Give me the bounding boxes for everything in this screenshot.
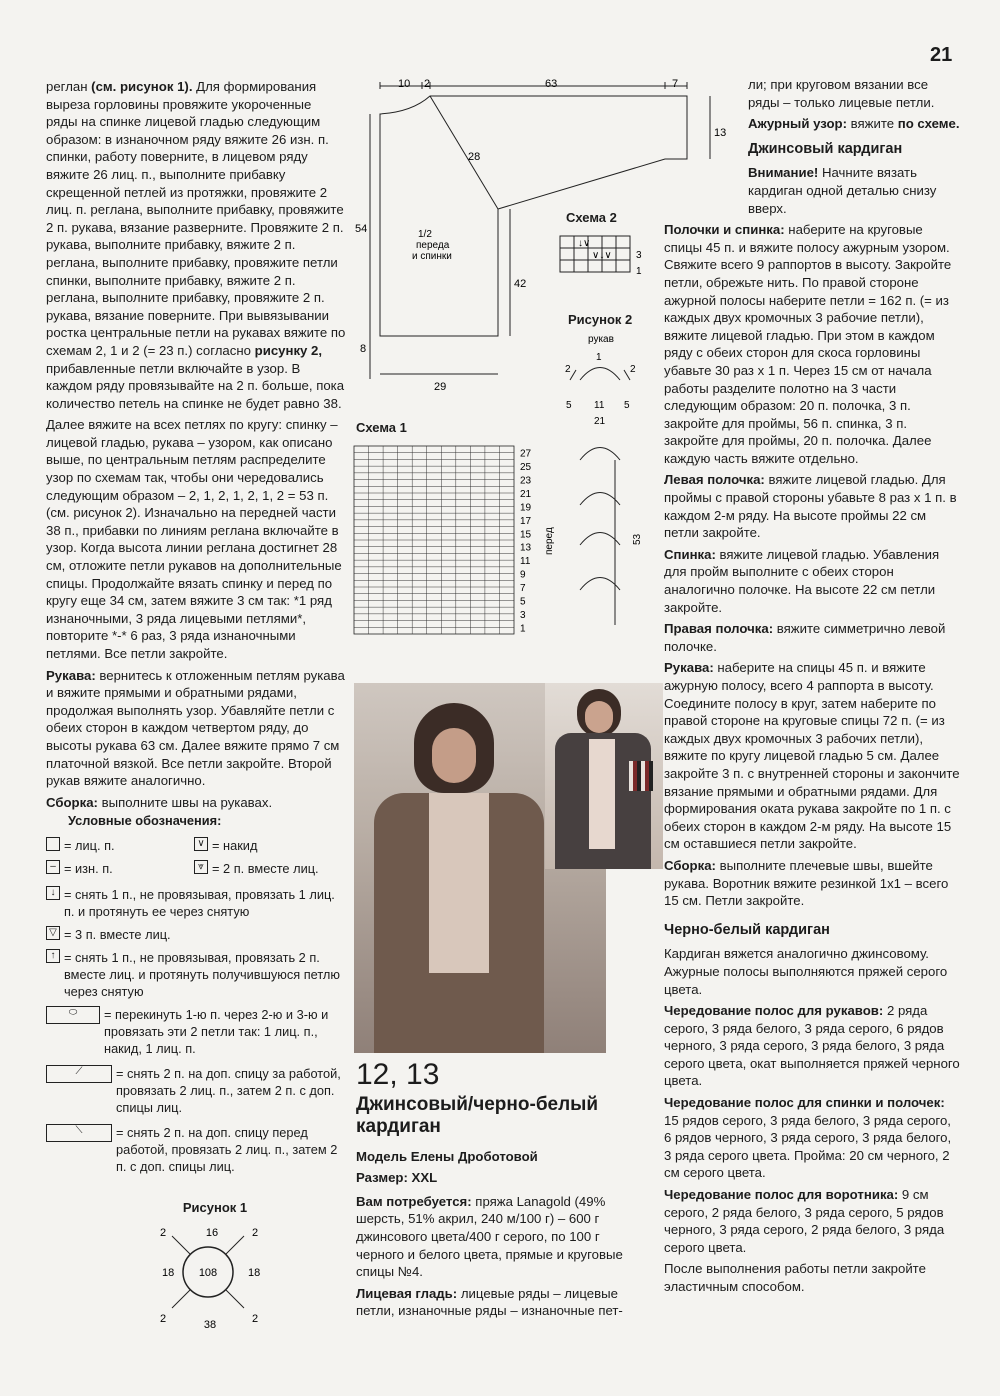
article-title: Джинсовый/черно-белый кардиган: [356, 1093, 599, 1137]
svg-text:2: 2: [565, 364, 571, 375]
final-note: После выполнения работы петли закройте эластичным способом.: [664, 1261, 926, 1294]
k2tog-symbol-icon: ⩔: [194, 860, 208, 874]
paragraph-raglan: реглан (см. рисунок 1). Для формирования выреза горловины провяжите укороченные ряды на спинке лицевой гладью следующим образом: в изнаночном ряду вяжите 26 изн. п. спинки, работу поверните, в лицевом ряду вяжите 26 лиц. п., выполните прибавку скрещенной петлей из протяжки, провяжите 2 лиц. п. реглана, выполните прибавку, провяжите 2 п. рукава, вязание разверните. Провяжите 2 п. рукава, выполните прибавку, вяжите 2 п. реглана, выполните прибавку, провяжите петли спинки, выполните прибавку, вяжите 2 п. реглана, выполните прибавку, провяжите 2 п. рукава, вязание поверните. При вывязывании ростка центральные петли на рукавах вяжите по схемам 2, 1 и 2 (= 23 п.) согласно рисунку 2, прибавленные петли включайте в узор. В каждом ряду провязывайте на 2 п. больше, пока количество петель на спинке не будет равно 38.: [46, 79, 346, 411]
body-parts: Полочки и спинка: наберите на круговые спицы 45 п. и вяжите полосу ажурным узором. Свяжите всего 9 раппортов в высоту. Закройте петли, обрежьте нить. По правой стороне ажурной полосы наберите петли = 162 п. (= из каждых двух кромочных 3 рабочие петли), вяжите лицевой гладью. При этом в каждом ряду с обеих сторон для скоса горловины убавьте 30 раз х 1 п. Через 15 см от начала работы разделите полотно на 3 части следующим образом: 20 п. полочка, 3 п. закройте для проймы, 56 п. спинка, 3 п. закройте для проймы, 20 п. полочка. Далее каждую часть вяжите отдельно.: [664, 222, 952, 466]
svg-text:13: 13: [714, 127, 727, 139]
stripes-sleeves: Чередование полос для рукавов: 2 ряда серого, 3 ряда белого, 3 ряда серого, 6 рядов черного, 3 ряда серого, 3 ряда белого, 3 ряда серого цвета, окат выполняется пряжей черного цвета.: [664, 1003, 960, 1089]
figure-1-left: 18: [162, 1267, 175, 1279]
svg-text:рукав: рукав: [588, 334, 614, 345]
schema-1-row-label: 7: [520, 583, 526, 594]
column-left: [46, 78, 346, 815]
svg-text:42: 42: [514, 278, 527, 290]
schema-2-title: Схема 2: [566, 210, 617, 225]
left-front: Левая полочка: вяжите лицевой гладью. Для проймы с правой стороны убавьте 8 раз х 1 п. в каждом 2-м ряду. На высоте проймы 22 см петли закройте.: [664, 472, 957, 541]
svg-text:∨↓∨: ∨↓∨: [592, 250, 612, 261]
schema-2-grid: [558, 232, 648, 280]
svg-text:2: 2: [252, 1227, 259, 1239]
svg-text:2: 2: [160, 1227, 167, 1239]
model-photo-2: [545, 683, 663, 869]
stockinette: Лицевая гладь: лицевые ряды – лицевые петли, изнаночные ряды – изнаночные пет-: [356, 1285, 623, 1319]
ssk-symbol-icon: ↓: [46, 886, 60, 900]
schema-1-row-label: 1: [520, 623, 526, 635]
heading-jeans-cardigan: Джинсовый кардиган: [748, 140, 903, 157]
svg-text:2: 2: [630, 364, 636, 375]
lace-pattern: Ажурный узор: вяжите по схеме.: [748, 116, 960, 132]
schema-1-row-label: 19: [520, 502, 532, 514]
svg-text:54: 54: [355, 223, 368, 235]
attention: Внимание! Начните вязать кардиган одной деталью снизу вверх.: [748, 165, 937, 216]
schema-1-row-label: 13: [520, 542, 532, 554]
materials: Вам потребуется: пряжа Lanagold (49% шерсть, 51% акрил, 240 м/100 г) – 600 г джинсового цвета/400 г серого, по 100 г черного и белого цвета, прямые и круговые спицы №4.: [356, 1193, 623, 1280]
figure-1-diagram: [150, 1222, 280, 1337]
svg-text:63: 63: [545, 78, 558, 90]
figure-1-bottom: 38: [203, 1319, 217, 1331]
svg-text:2: 2: [252, 1313, 259, 1325]
back: Спинка: вяжите лицевой гладью. Убавления для пройм выполните с обеих сторон аналогично полочке. На высоте 22 см петли закройте.: [664, 546, 940, 615]
schema-1-grid: [352, 440, 542, 638]
svg-text:21: 21: [594, 416, 606, 427]
assembly: Сборка: выполните плечевые швы, вшейте рукава. Воротник вяжите резинкой 1х1 – всего 15 см. Петли закройте.: [664, 857, 949, 909]
svg-text:1/2: 1/2: [418, 229, 432, 240]
model-author: Модель Елены Дроботовой: [356, 1148, 538, 1164]
schema-1-row-label: 21: [520, 489, 532, 500]
schema-1-row-label: 11: [520, 556, 531, 568]
svg-text:1: 1: [596, 352, 602, 363]
svg-text:10: 10: [398, 78, 411, 90]
right-front: Правая полочка: вяжите симметрично левой полочке.: [664, 621, 946, 654]
cable-front-symbol-icon: ⟍: [46, 1124, 112, 1142]
legend: Условные обозначения: = лиц. п. ∨ = накид – = изн. п. ⩔ = 2 п. вместе лиц. ↓ = снять 1 п., не провязывая, провязать 1 лиц. п. и протянуть ее через снятую ▽ = 3 п. вместе лиц. ↑ = снять 1 п., не провязывая, провязать 2 п. вместе лиц. и протянуть получившуюся петлю через снятую ⬭ = перекинуть 1-ю п. через 2-ю и 3-ю и провязать эти 2 петли так: 1 лиц. п., накид, 1 лиц. п. ⟋ = снять 2 п. на доп. спицу за работой, провязать 2 лиц. п., затем 2 п. с доп. спицы лиц. ⟍ = снять 2 п. на доп. спицу перед работой, провязать 2 лиц. п., затем 2 п. с доп. спицы лиц.: [46, 812, 346, 1178]
schema-1-row-label: 17: [520, 515, 532, 527]
schema-1-row-label: 3: [520, 609, 526, 621]
schema-1-row-label: 27: [520, 448, 532, 460]
cross-stitch-symbol-icon: ⬭: [46, 1006, 100, 1024]
legend-title: Условные обозначения:: [68, 813, 222, 828]
bw-intro: Кардиган вяжется аналогично джинсовому. Ажурные полосы выполняются пряжей серого цвета.: [664, 946, 948, 997]
page-number: 21: [930, 44, 953, 66]
stripes-body: Чередование полос для спинки и полочек: 15 рядов серого, 3 ряда белого, 3 ряда серого, 6 рядов черного, 3 ряда серого, 3 ряда белого, 3 ряда серого цвета. Пройма: 20 см черного, 2 см серого цвета.: [664, 1095, 952, 1181]
svg-text:2: 2: [424, 78, 431, 90]
svg-text:↓∨: ↓∨: [578, 238, 591, 249]
svg-text:7: 7: [672, 78, 679, 90]
paragraph-sleeves: Рукава: вернитесь к отложенным петлям рукава и вяжите прямыми и обратными рядами, продолжая выполнять узор. Убавляйте петли с обеих сторон в каждом четвертом ряду, до высоты рукава 63 см. Далее вяжите прямо 7 см платочной вязкой. Все петли закройте. Второй рукав вяжите аналогично.: [46, 667, 345, 789]
svg-text:11: 11: [594, 400, 605, 411]
heading-bw-cardigan: Черно-белый кардиган: [664, 921, 830, 938]
stockinette-cont: ли; при круговом вязании все ряды – только лицевые петли.: [748, 77, 935, 110]
size: Размер: XXL: [356, 1170, 438, 1186]
svg-text:и спинки: и спинки: [412, 251, 452, 262]
svg-text:28: 28: [468, 151, 481, 163]
paragraph-round: Далее вяжите на всех петлях по кругу: спинку – лицевой гладью, рукава – узором, как описано выше, по центральным петлям распределите узор по схемам так, чтобы они чередовались следующим образом – 2, 1, 2, 1, 2, 1, 2 = 53 п. (см. рисунок 2). Изначально на передней части 38 п., прибавки по линиям реглана включайте в узор. Когда высота линии реглана достигнет 28 см, отложите петли рукавов на дополнительные спицы. Продолжайте вязать спинку и перед по кругу еще 34 см, затем вяжите 3 см так: *1 ряд изнаночными, 3 ряда лицевыми петлями*, повторите *-* 6 раз, 3 ряда изнаночными петлями. Все петли закройте.: [46, 417, 342, 661]
column-right: [664, 76, 960, 1300]
figure-2-title: Рисунок 2: [568, 312, 633, 327]
svg-text:5: 5: [566, 400, 572, 411]
schema-1-title: Схема 1: [356, 420, 407, 435]
yarn-over-symbol-icon: ∨: [194, 837, 208, 851]
svg-text:перед: перед: [544, 527, 555, 555]
figure-1-title: Рисунок 1: [182, 1200, 248, 1215]
svg-text:29: 29: [434, 381, 447, 393]
schema-1-row-label: 15: [520, 529, 532, 541]
svg-text:1: 1: [636, 266, 642, 277]
paragraph-assembly: Сборка: выполните швы на рукавах.: [46, 794, 273, 810]
figure-1-right: 18: [248, 1267, 261, 1279]
article-number: 12, 13: [356, 1058, 440, 1091]
svg-text:3: 3: [636, 250, 642, 261]
purl-symbol-icon: –: [46, 860, 60, 874]
sleeves: Рукава: наберите на спицы 45 п. и вяжите ажурную полосу, всего 4 раппорта в высоту. Соедините полосу в круг, затем наберите по правой стороне на круговые спицы 72 п. (= из каждых двух кромочных 3 рабочих петли), вяжите по кругу лицевой гладью 5 см. Далее закройте 3 п. с внутренней стороны и закончите вязание прямыми и обратными рядами. Для формирования оката рукава закройте по 1 п. с обеих сторон в каждом 2-м ряду. На высоте 15 см оставшиеся петли закройте.: [664, 660, 960, 852]
figure-1-top: 16: [205, 1227, 219, 1239]
svg-text:5: 5: [624, 400, 630, 411]
stripes-collar: Чередование полос для воротника: 9 см серого, 2 ряда белого, 3 ряда серого, 5 рядов черного, 3 ряда серого, 2 ряда белого, 3 ряда серого цвета.: [664, 1187, 945, 1255]
schema-1-row-label: 23: [520, 475, 532, 487]
svg-text:53: 53: [632, 533, 643, 545]
k3tog-symbol-icon: ▽: [46, 926, 60, 940]
cable-back-symbol-icon: ⟋: [46, 1065, 112, 1083]
svg-text:8: 8: [360, 343, 367, 355]
figure-1: [150, 1200, 310, 1215]
svg-text:2: 2: [160, 1313, 167, 1325]
figure-2-diagram: [540, 330, 660, 630]
schema-1-row-label: 5: [520, 596, 526, 608]
knit-symbol-icon: [46, 837, 60, 851]
schema-1-row-label: 9: [520, 569, 526, 581]
column-middle: [356, 1058, 646, 1324]
figure-1-center: 108: [198, 1267, 218, 1279]
sk2p-symbol-icon: ↑: [46, 949, 60, 963]
svg-text:переда: переда: [416, 240, 450, 251]
schema-1-row-label: 25: [520, 462, 532, 474]
